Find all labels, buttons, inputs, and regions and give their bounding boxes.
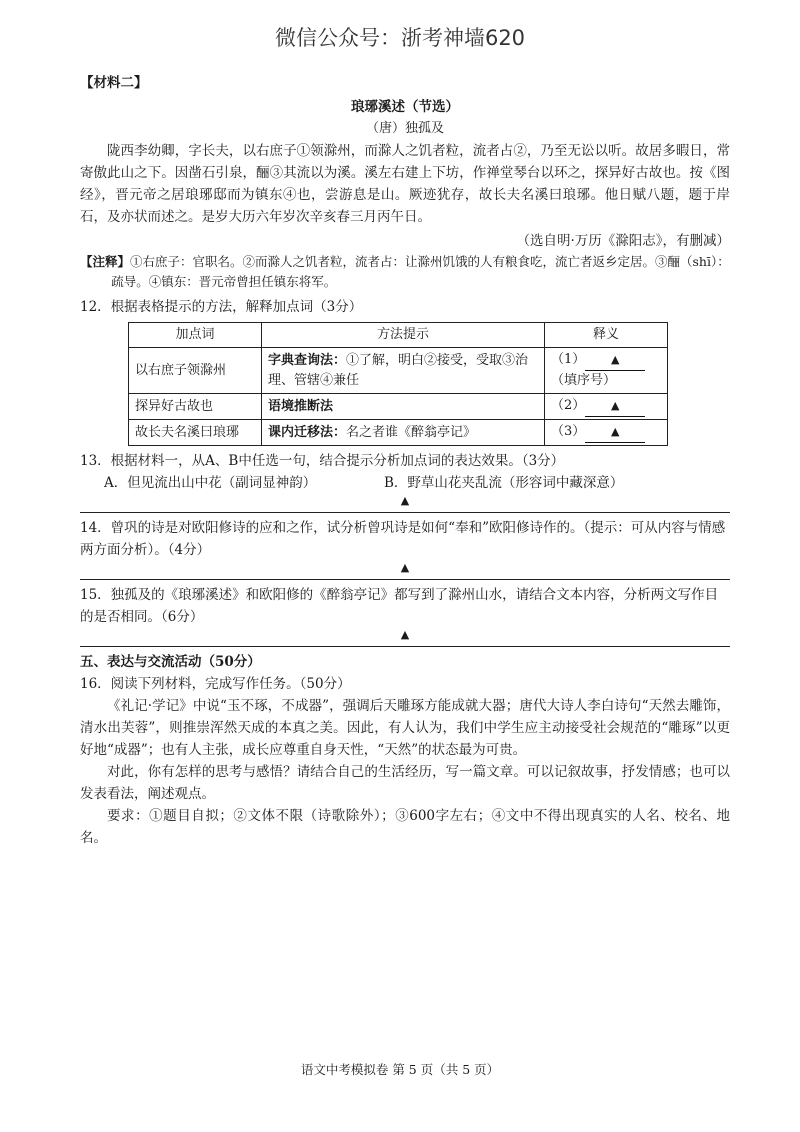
question-12-table [128, 322, 668, 446]
question-13-answer-line[interactable] [80, 494, 730, 513]
blank-marker: ▲ [611, 353, 620, 366]
answer-marker: ▲ [400, 494, 410, 507]
answer-number: （1） [551, 352, 586, 367]
answer-cell[interactable] [545, 420, 668, 446]
writing-material: 《礼记·学记》中说“玉不琢，不成器”，强调后天雕琢方能成就大器；唐代大诗人李白诗句“天然去雕饰，清水出芙蓉”，则推崇浑然天成的本真之美。因此，有人认为，我们中学生应主动接受社会规范的“雕琢”以更好地“成器”；也有人主张，成长应尊重自身天性，“天然”的状态最为可贵。 [80, 698, 730, 758]
passage-source: （选自明·万历《滁阳志》，有删减） [516, 233, 730, 249]
annotation [80, 252, 730, 292]
material-label: 【材料二】 [80, 75, 148, 91]
passage-author: （唐）独孤及 [365, 121, 444, 136]
method-hint [262, 420, 545, 446]
question-16-stem: 16．阅读下列材料，完成写作任务。（50分） [80, 676, 351, 692]
option-a: A．但见流出山中花（副词显神韵） [104, 475, 317, 491]
table-header-word: 加点词 [129, 323, 262, 348]
annotation-text: ①右庶子：官职名。②而滁人之饥者粒，流者占：让滁州饥饿的人有粮食吃，流亡者返乡定居。③酾（shī）：疏导。④镇东：晋元帝曾担任镇东将军。 [111, 254, 730, 289]
dotted-word: 以右庶子领滁州 [129, 348, 262, 394]
page-content [80, 72, 730, 849]
dotted-word: 探异好古故也 [129, 394, 262, 420]
method-hint [262, 394, 545, 420]
question-12-stem: 12．根据表格提示的方法，解释加点词（3分） [80, 299, 363, 315]
answer-number: （3） [551, 424, 586, 439]
writing-prompt: 对此，你有怎样的思考与感悟？请结合自己的生活经历，写一篇文章。可以记叙故事，抒发情感；也可以发表看法，阐述观点。 [80, 764, 730, 802]
question-15-stem: 15．独孤及的《琅琊溪述》和欧阳修的《醉翁亭记》都写到了滁州山水，请结合文本内容，分析两文写作目的是否相同。（6分） [80, 587, 719, 625]
answer-cell[interactable] [545, 348, 668, 394]
question-15-answer-line[interactable] [80, 628, 730, 647]
table-header-method: 方法提示 [262, 323, 545, 348]
table-row [129, 420, 668, 446]
page-header: 微信公众号：浙考神墙620 [274, 26, 526, 50]
answer-blank[interactable] [585, 350, 645, 371]
blank-marker: ▲ [611, 399, 620, 412]
answer-number: （2） [551, 398, 586, 413]
method-label: 语境推断法 [268, 398, 334, 414]
method-label: 字典查询法： [268, 352, 347, 368]
answer-cell[interactable] [545, 394, 668, 420]
method-hint [262, 348, 545, 394]
table-header-row [129, 323, 668, 348]
answer-blank[interactable] [585, 396, 645, 417]
method-text: 名之者谁《醉翁亭记》 [346, 424, 477, 440]
passage-title: 琅琊溪述（节选） [351, 99, 459, 115]
answer-blank[interactable] [585, 422, 645, 443]
answer-marker: ▲ [400, 628, 410, 641]
question-13-stem: 13．根据材料一，从A、B中任选一句，结合提示分析加点词的表达效果。（3分） [80, 453, 565, 469]
answer-suffix: （填序号） [551, 373, 617, 388]
page-footer: 语文中考模拟卷 第 5 页（共 5 页） [300, 1062, 500, 1077]
method-label: 课内迁移法： [268, 424, 347, 440]
question-14-answer-line[interactable] [80, 561, 730, 580]
option-b: B．野草山花夹乱流（形容词中藏深意） [384, 475, 624, 491]
dotted-word: 故长夫名溪曰琅琊 [129, 420, 262, 446]
table-header-meaning: 释义 [545, 323, 668, 348]
blank-marker: ▲ [611, 425, 620, 438]
section-5-heading: 五、表达与交流活动（50分） [80, 654, 261, 670]
passage-text: 陇西李幼卿，字长夫，以右庶子①领滁州，而滁人之饥者粒，流者占②，乃至无讼以听。故居多暇日，常寄傲此山之下。因凿石引泉，酾③其流以为溪。溪左右建上下坊，作禅堂琴台以环之，探异好古故也。按《图经》，晋元帝之居琅琊邸而为镇东④也，尝游息是山。厥迹犹存，故长夫名溪曰琅琊。他日赋八题，题于岸石，及亦状而述之。是岁大历六年岁次辛亥春三月丙午日。 [80, 143, 730, 225]
annotation-label: 【注释】 [80, 254, 131, 269]
answer-marker: ▲ [400, 561, 410, 574]
table-row [129, 394, 668, 420]
table-row [129, 348, 668, 394]
method-text: ①了解，明白②接受，受取③治理、管辖④兼任 [268, 352, 529, 388]
writing-requirements: 要求：①题目自拟；②文体不限（诗歌除外）；③600字左右；④文中不得出现真实的人名、校名、地名。 [80, 808, 730, 846]
question-14-stem: 14．曾巩的诗是对欧阳修诗的应和之作，试分析曾巩诗是如何“奉和”欧阳修诗作的。（提示：可从内容与情感两方面分析）。（4分） [80, 520, 726, 558]
